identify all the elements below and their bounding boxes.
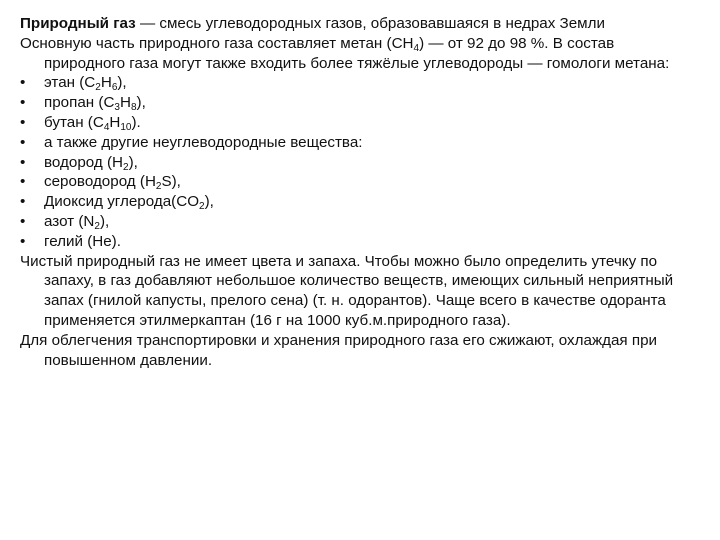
- list-item-text: ),: [204, 193, 214, 211]
- composition-paragraph: [20, 34, 696, 74]
- definition-paragraph: [20, 14, 696, 34]
- composition-subscript: 4: [413, 42, 420, 54]
- list-item-text: ),: [99, 212, 110, 230]
- components-list: [20, 73, 696, 251]
- list-item: [20, 172, 696, 192]
- formula-subscript: 2: [123, 161, 129, 173]
- bullet-marker: •: [20, 153, 26, 171]
- list-item-text: H: [109, 113, 121, 131]
- list-item: [20, 153, 696, 173]
- list-item: [20, 93, 696, 113]
- formula-subscript: 2: [94, 220, 100, 232]
- bullet-marker: •: [20, 94, 26, 112]
- formula-subscript: 2: [95, 82, 101, 94]
- bullet-marker: •: [20, 113, 26, 131]
- bullet-marker: •: [20, 74, 26, 92]
- list-item: [20, 192, 696, 212]
- bullet-marker: •: [20, 212, 26, 230]
- formula-subscript: 4: [103, 121, 110, 133]
- definition-text: — смесь углеводородных газов, образовавшаяся в недрах Земли: [135, 15, 605, 32]
- bullet-marker: •: [20, 193, 26, 211]
- bullet-marker: •: [20, 232, 26, 250]
- list-item-text: S),: [161, 173, 181, 191]
- formula-subscript: 6: [111, 82, 118, 94]
- list-item-text: а также другие неуглеводородные вещества:: [44, 133, 363, 151]
- list-item-text: бутан (C: [44, 113, 104, 131]
- bullet-marker: •: [20, 173, 26, 191]
- list-item-text: пропан (C: [44, 94, 115, 112]
- list-item-text: ),: [128, 153, 138, 171]
- list-item: [20, 232, 696, 252]
- transport-paragraph: Для облегчения транспортировки и хранения природного газа его сжижают, охлаждая при повышенном давлении.: [20, 331, 658, 369]
- list-item-text: ).: [131, 113, 141, 131]
- formula-subscript: 3: [114, 102, 120, 114]
- formula-subscript: 10: [120, 121, 132, 133]
- formula-subscript: 2: [155, 181, 162, 193]
- list-item-text: гелий (He).: [44, 232, 121, 250]
- list-item-text: этан (C: [44, 74, 96, 92]
- list-item-text: ),: [117, 74, 127, 92]
- list-item-text: H: [100, 74, 112, 92]
- list-item: [20, 133, 696, 153]
- composition-text-a: Основную часть природного газа составляет метан (CH: [20, 34, 414, 52]
- list-item-text: ),: [136, 94, 146, 112]
- list-item: [20, 113, 696, 133]
- list-item-text: Диоксид углерода(CO: [44, 193, 200, 211]
- list-item-text: водород (H: [44, 153, 123, 171]
- bullet-marker: •: [20, 133, 26, 151]
- list-item-text: сероводород (H: [44, 173, 156, 191]
- term-natural-gas: Природный газ: [20, 15, 136, 32]
- formula-subscript: 2: [199, 201, 205, 213]
- odor-paragraph: Чистый природный газ не имеет цвета и запаха. Чтобы можно было определить утечку по запаху, в газ добавляют небольшое количество веществ, имеющих сильный неприятный запах (гнилой капусты, прелого сена) (т. н. одорантов). Чаще всего в качестве одоранта применяется этилмеркаптан (16 г на 1000 куб.м.природного газа).: [20, 252, 674, 329]
- list-item-text: H: [119, 94, 131, 112]
- list-item-text: азот (N: [44, 212, 95, 230]
- composition-text-b: ) — от 92 до 98 %. В состав природного газа могут также входить более тяжёлые углеводороды — гомологи метана:: [44, 34, 670, 72]
- list-item: [20, 73, 696, 93]
- list-item: [20, 212, 696, 232]
- formula-subscript: 8: [130, 102, 137, 114]
